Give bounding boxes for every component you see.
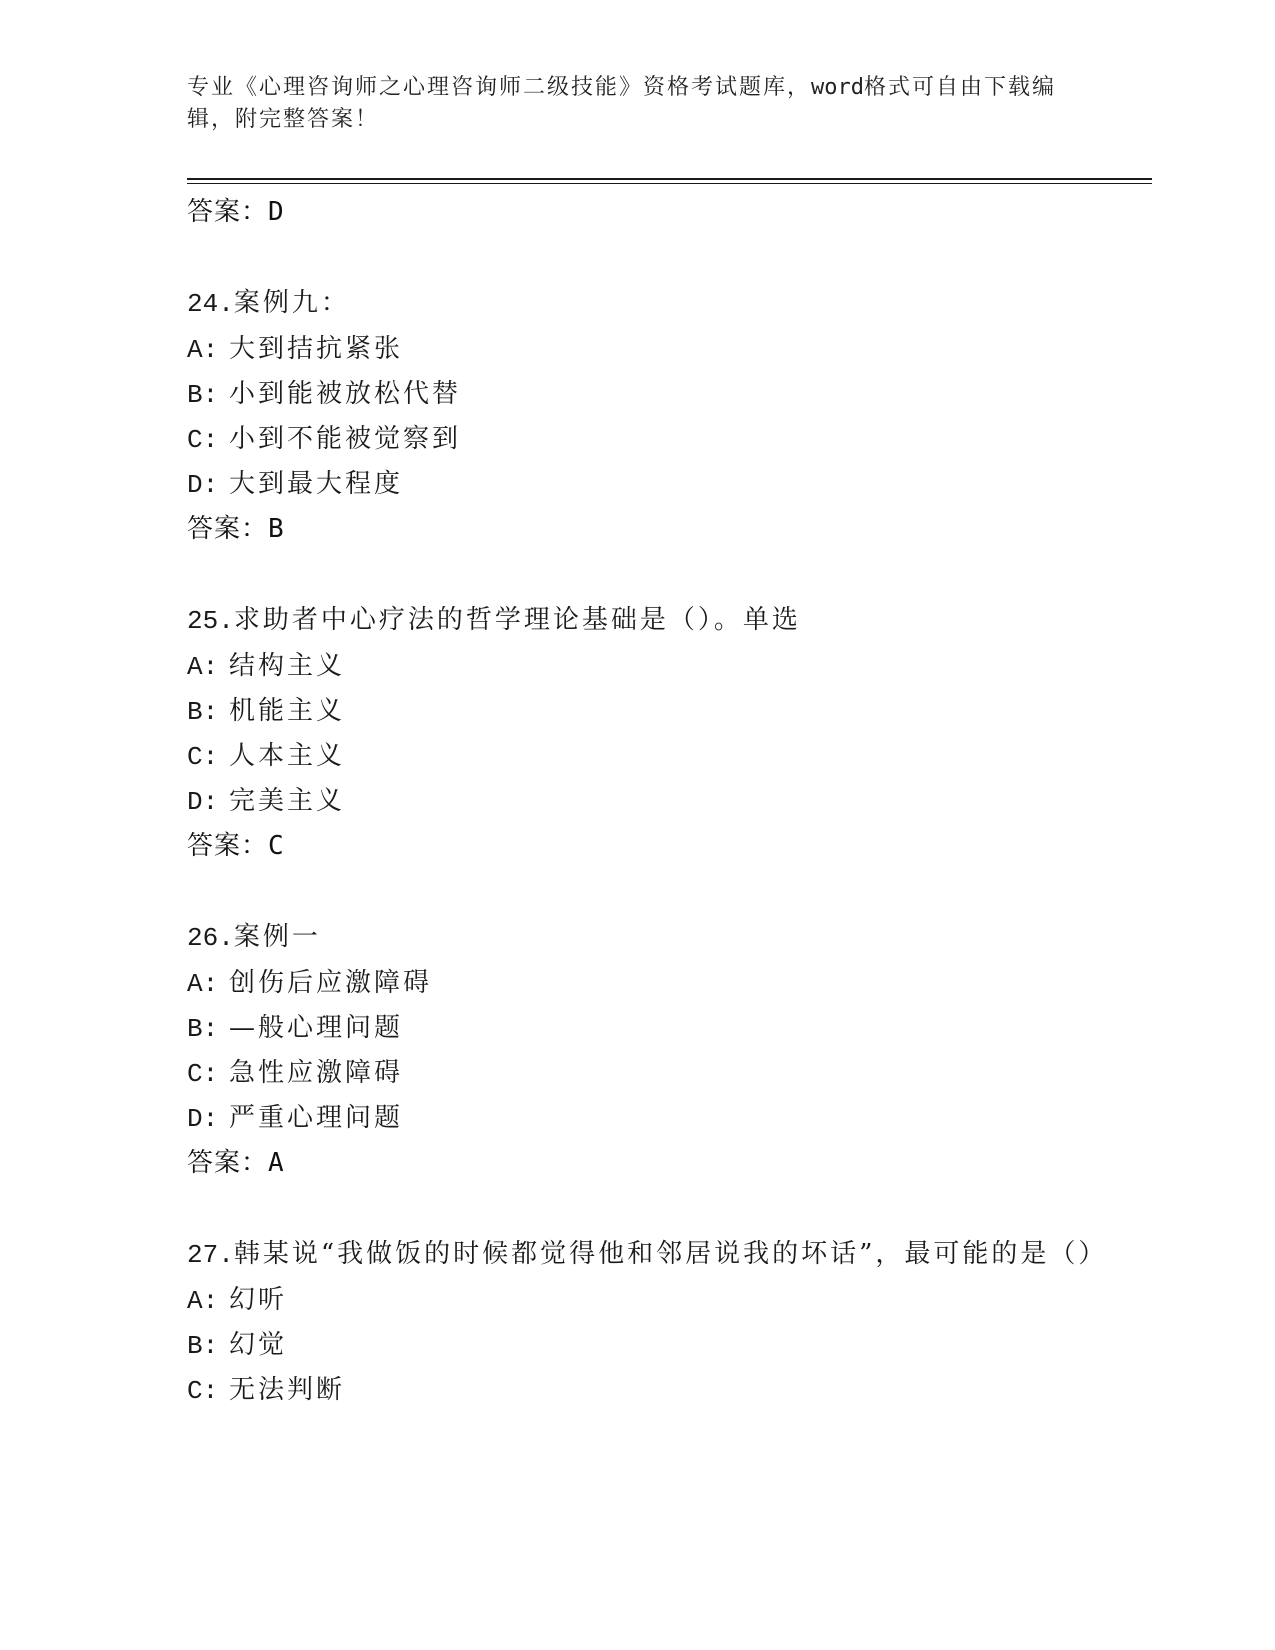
question-number: 25. — [187, 606, 234, 636]
option-text: 小到能被放松代替 — [229, 379, 462, 409]
header-text-word: word — [811, 75, 864, 100]
spacer — [187, 235, 1147, 281]
option-letter: B: — [187, 1014, 219, 1044]
question-text: 案例九： — [233, 288, 350, 318]
question-text: 求助者中心疗法的哲学理论基础是（）。单选 — [233, 605, 801, 635]
option-b — [187, 1006, 1147, 1051]
header-rule-thick — [187, 178, 1152, 180]
option-a — [187, 1278, 1147, 1323]
answer-line: 答案：C — [187, 831, 285, 861]
document-header — [187, 72, 1067, 136]
question-list — [187, 190, 1147, 1413]
option-letter: C: — [187, 1376, 219, 1406]
option-letter: A: — [187, 969, 219, 999]
question-block-24 — [187, 281, 1147, 552]
answer-line: 答案：B — [187, 514, 285, 544]
option-letter: B: — [187, 380, 219, 410]
spacer — [187, 1186, 1147, 1232]
option-letter: A: — [187, 1286, 219, 1316]
option-letter: A: — [187, 335, 219, 365]
question-block-26 — [187, 915, 1147, 1186]
option-b — [187, 372, 1147, 417]
option-a — [187, 644, 1147, 689]
option-d — [187, 779, 1147, 824]
header-text-part2: 格式可自由下载编辑，附完整答案！ — [187, 75, 1057, 132]
option-text: 人本主义 — [229, 741, 346, 771]
option-d — [187, 1096, 1147, 1141]
question-text: 案例一 — [233, 922, 321, 952]
option-text: 幻听 — [229, 1285, 288, 1315]
answer-line: 答案：D — [187, 197, 285, 227]
question-number: 26. — [187, 923, 234, 953]
option-c — [187, 734, 1147, 779]
question-stem — [187, 915, 1147, 961]
option-letter: A: — [187, 652, 219, 682]
document-page — [187, 0, 1147, 1650]
option-text: 结构主义 — [229, 651, 346, 681]
option-b — [187, 1323, 1147, 1368]
option-text: 幻觉 — [229, 1330, 288, 1360]
question-stem — [187, 281, 1147, 327]
question-stem — [187, 1232, 1147, 1278]
option-c — [187, 417, 1147, 462]
option-text: 严重心理问题 — [229, 1103, 404, 1133]
option-letter: B: — [187, 1331, 219, 1361]
question-block-25 — [187, 598, 1147, 869]
option-a — [187, 961, 1147, 1006]
question-number: 27. — [187, 1240, 234, 1270]
option-text: 急性应激障碍 — [229, 1058, 404, 1088]
option-letter: D: — [187, 470, 219, 500]
option-text: —般心理问题 — [229, 1013, 404, 1043]
option-c — [187, 1051, 1147, 1096]
option-c — [187, 1368, 1147, 1413]
question-stem — [187, 598, 1147, 644]
header-rule-thin — [187, 183, 1152, 184]
option-text: 完美主义 — [229, 786, 346, 816]
answer-line: 答案：A — [187, 1148, 285, 1178]
option-letter: D: — [187, 1104, 219, 1134]
option-b — [187, 689, 1147, 734]
option-text: 大到最大程度 — [229, 469, 404, 499]
option-text: 创伤后应激障碍 — [229, 968, 433, 998]
option-letter: D: — [187, 787, 219, 817]
question-block-27 — [187, 1232, 1147, 1413]
option-text: 大到拮抗紧张 — [229, 334, 404, 364]
spacer — [187, 552, 1147, 598]
option-letter: C: — [187, 1059, 219, 1089]
question-text: 韩某说“我做饭的时候都觉得他和邻居说我的坏话”，最可能的是（） — [233, 1239, 1108, 1269]
spacer — [187, 869, 1147, 915]
option-letter: B: — [187, 697, 219, 727]
header-text-part1: 专业《心理咨询师之心理咨询师二级技能》资格考试题库， — [187, 75, 812, 100]
option-text: 小到不能被觉察到 — [229, 424, 462, 454]
option-a — [187, 327, 1147, 372]
question-number: 24. — [187, 289, 234, 319]
option-letter: C: — [187, 425, 219, 455]
option-d — [187, 462, 1147, 507]
option-text: 无法判断 — [229, 1375, 346, 1405]
option-text: 机能主义 — [229, 696, 346, 726]
option-letter: C: — [187, 742, 219, 772]
